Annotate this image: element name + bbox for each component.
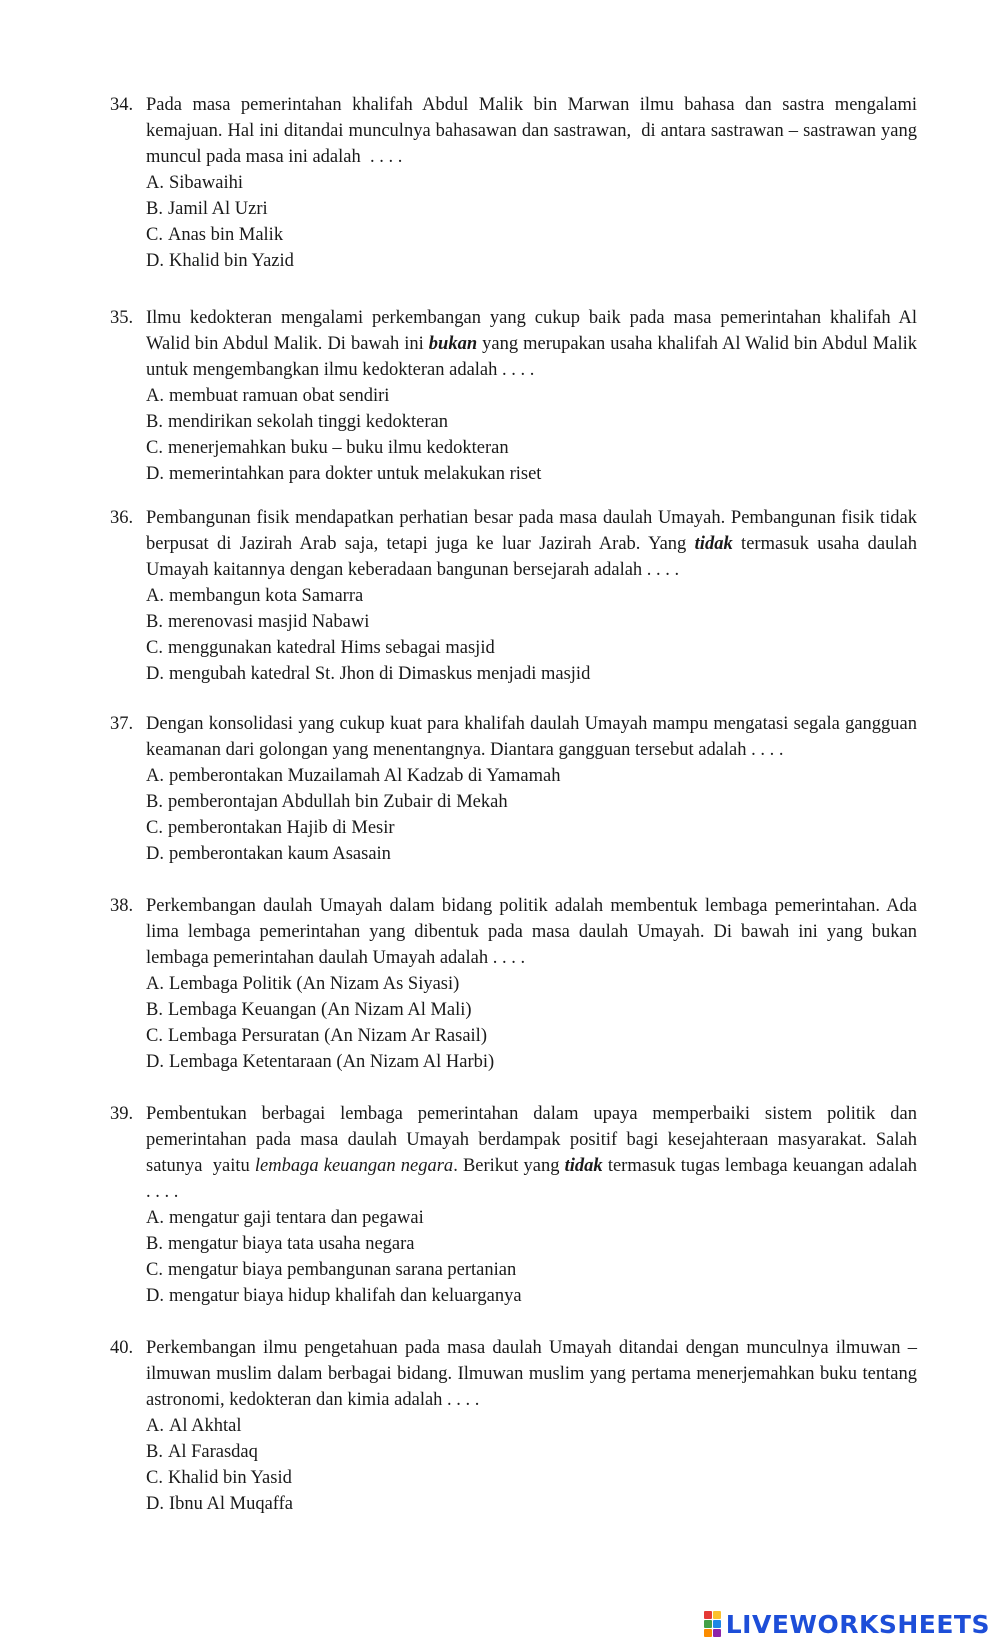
- option-b[interactable]: B. merenovasi masjid Nabawi: [146, 612, 370, 632]
- answer-options: [110, 383, 917, 487]
- option-d[interactable]: D. memerintahkan para dokter untuk melakukan riset: [146, 464, 542, 484]
- question-number: 35.: [110, 308, 134, 328]
- question-stem: [110, 711, 917, 763]
- question-38: [110, 893, 917, 1075]
- question-text: Pembangunan fisik mendapatkan perhatian besar pada masa daulah Umayah. Pembangunan fisik tidak berpusat di Jazirah Arab saja, tetapi juga ke luar Jazirah Arab. Yang tidak termasuk usaha daulah Umayah kaitannya dengan keberadaan bangunan bersejarah adalah . . . .: [146, 508, 917, 580]
- logo-tile-1: [704, 1611, 712, 1619]
- logo-tile-5: [704, 1629, 712, 1637]
- option-a[interactable]: A. Lembaga Politik (An Nizam As Siyasi): [146, 974, 460, 994]
- liveworksheets-logo-icon: [704, 1611, 721, 1637]
- logo-tile-3: [704, 1620, 712, 1628]
- option-b[interactable]: B. Lembaga Keuangan (An Nizam Al Mali): [146, 1000, 472, 1020]
- brand-name: LIVEWORKSHEETS: [725, 1609, 990, 1639]
- question-stem: [110, 1101, 917, 1205]
- question-text: Ilmu kedokteran mengalami perkembangan yang cukup baik pada masa pemerintahan khalifah Al Walid bin Abdul Malik. Di bawah ini bukan yang merupakan usaha khalifah Al Walid bin Abdul Malik untuk mengembangkan ilmu kedokteran adalah . . . .: [146, 308, 917, 380]
- answer-options: [110, 1413, 917, 1517]
- option-c[interactable]: C. Khalid bin Yasid: [146, 1468, 292, 1488]
- question-text: Pembentukan berbagai lembaga pemerintahan dalam upaya memperbaiki sistem politik dan pemerintahan pada masa daulah Umayah berdampak positif bagi kesejahteraan masyarakat. Salah satunya yaitu lembaga keuangan negara. Berikut yang tidak termasuk tugas lembaga keuangan adalah . . . .: [146, 1104, 918, 1202]
- question-number: 40.: [110, 1338, 134, 1358]
- question-stem: [110, 1335, 917, 1413]
- option-c[interactable]: C. Anas bin Malik: [146, 225, 284, 245]
- question-text: Dengan konsolidasi yang cukup kuat para khalifah daulah Umayah mampu mengatasi segala gangguan keamanan dari golongan yang menentangnya. Diantara gangguan tersebut adalah . . . .: [146, 714, 917, 760]
- answer-options: [110, 971, 917, 1075]
- option-d[interactable]: D. Ibnu Al Muqaffa: [146, 1494, 293, 1514]
- question-text: Perkembangan daulah Umayah dalam bidang politik adalah membentuk lembaga pemerintahan. Ada lima lembaga pemerintahan yang dibentuk pada masa daulah Umayah. Di bawah ini yang bukan lembaga pemerintahan daulah Umayah adalah . . . .: [146, 896, 917, 968]
- answer-options: [110, 583, 917, 687]
- question-number: 39.: [110, 1104, 134, 1124]
- question-35: [110, 305, 917, 487]
- option-b[interactable]: B. mengatur biaya tata usaha negara: [146, 1234, 415, 1254]
- logo-tile-4: [713, 1620, 721, 1628]
- question-stem: [110, 505, 917, 583]
- option-b[interactable]: B. Jamil Al Uzri: [146, 199, 268, 219]
- question-stem: [110, 305, 917, 383]
- logo-tile-6: [713, 1629, 721, 1637]
- question-text: Perkembangan ilmu pengetahuan pada masa daulah Umayah ditandai dengan munculnya ilmuwan – ilmuwan muslim dalam berbagai bidang. Ilmuwan muslim yang pertama menerjemahkan buku tentang astronomi, kedokteran dan kimia adalah . . . .: [146, 1338, 917, 1410]
- question-number: 34.: [110, 95, 134, 115]
- option-b[interactable]: B. pemberontajan Abdullah bin Zubair di Mekah: [146, 792, 508, 812]
- question-39: [110, 1101, 917, 1309]
- liveworksheets-logo: [704, 1609, 990, 1639]
- question-stem: [110, 92, 917, 170]
- option-a[interactable]: A. membangun kota Samarra: [146, 586, 364, 606]
- option-d[interactable]: D. mengubah katedral St. Jhon di Dimaskus menjadi masjid: [146, 664, 591, 684]
- question-number: 37.: [110, 714, 134, 734]
- logo-tile-2: [713, 1611, 721, 1619]
- answer-options: [110, 170, 917, 274]
- option-d[interactable]: D. mengatur biaya hidup khalifah dan keluarganya: [146, 1286, 522, 1306]
- question-37: [110, 711, 917, 867]
- question-36: [110, 505, 917, 687]
- option-b[interactable]: B. Al Farasdaq: [146, 1442, 258, 1462]
- option-c[interactable]: C. menerjemahkan buku – buku ilmu kedokteran: [146, 438, 509, 458]
- option-a[interactable]: A. membuat ramuan obat sendiri: [146, 386, 390, 406]
- option-d[interactable]: D. Khalid bin Yazid: [146, 251, 294, 271]
- option-b[interactable]: B. mendirikan sekolah tinggi kedokteran: [146, 412, 448, 432]
- question-40: [110, 1335, 917, 1517]
- option-c[interactable]: C. pemberontakan Hajib di Mesir: [146, 818, 395, 838]
- option-a[interactable]: A. Al Akhtal: [146, 1416, 242, 1436]
- option-d[interactable]: D. pemberontakan kaum Asasain: [146, 844, 391, 864]
- answer-options: [110, 1205, 917, 1309]
- option-c[interactable]: C. Lembaga Persuratan (An Nizam Ar Rasail): [146, 1026, 487, 1046]
- question-34: [110, 92, 917, 274]
- question-number: 36.: [110, 508, 134, 528]
- question-number: 38.: [110, 896, 134, 916]
- option-a[interactable]: A. pemberontakan Muzailamah Al Kadzab di Yamamah: [146, 766, 561, 786]
- option-c[interactable]: C. mengatur biaya pembangunan sarana pertanian: [146, 1260, 517, 1280]
- question-text: Pada masa pemerintahan khalifah Abdul Malik bin Marwan ilmu bahasa dan sastra mengalami kemajuan. Hal ini ditandai munculnya bahasawan dan sastrawan, di antara sastrawan – sastrawan yang muncul pada masa ini adalah . . . .: [146, 95, 917, 167]
- question-stem: [110, 893, 917, 971]
- option-c[interactable]: C. menggunakan katedral Hims sebagai masjid: [146, 638, 495, 658]
- answer-options: [110, 763, 917, 867]
- option-a[interactable]: A. mengatur gaji tentara dan pegawai: [146, 1208, 424, 1228]
- option-a[interactable]: A. Sibawaihi: [146, 173, 243, 193]
- option-d[interactable]: D. Lembaga Ketentaraan (An Nizam Al Harbi): [146, 1052, 495, 1072]
